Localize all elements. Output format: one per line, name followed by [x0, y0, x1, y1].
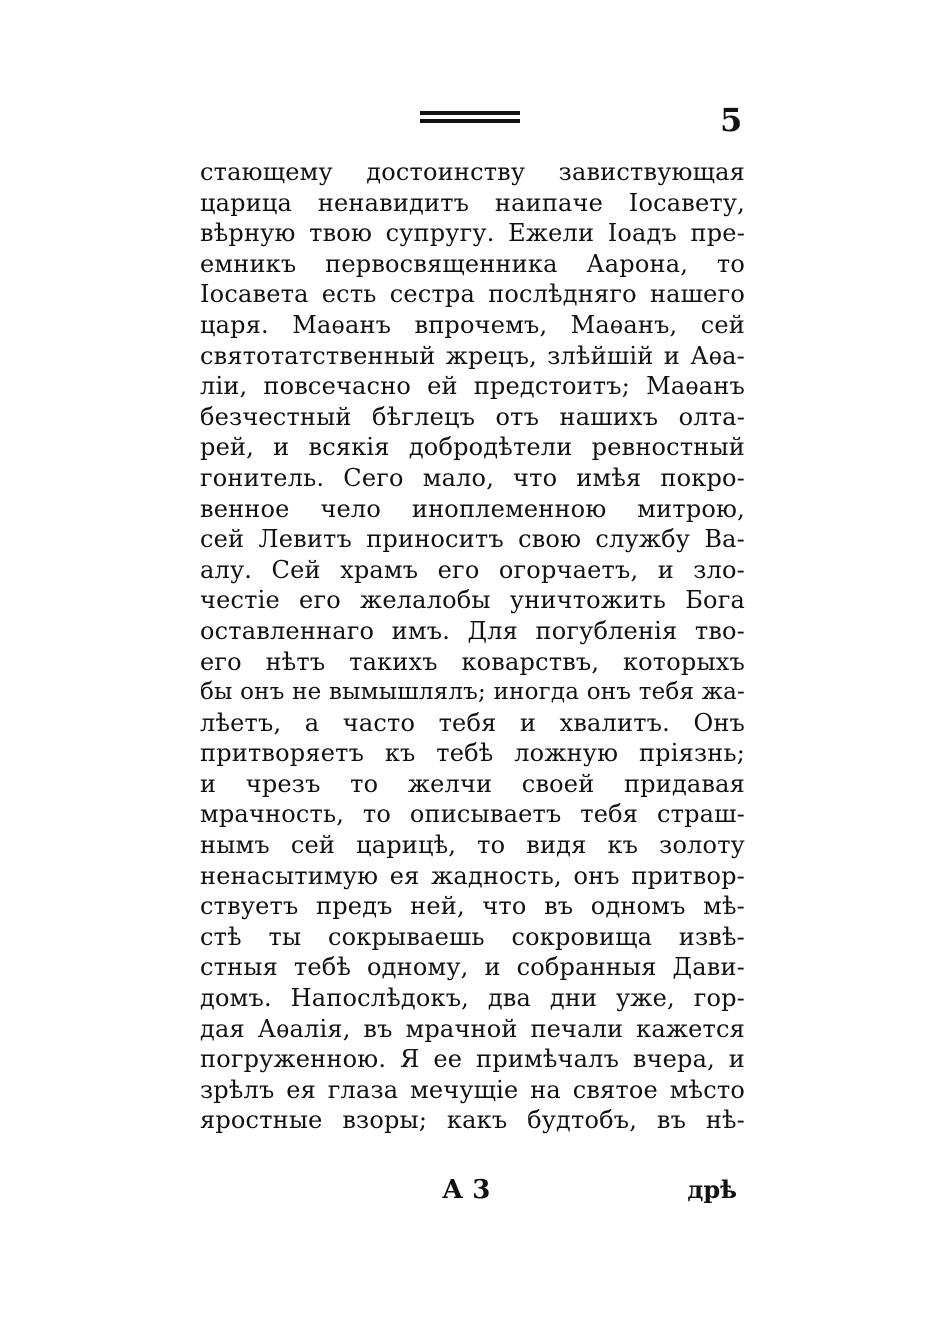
text-line-23: нымъ сей царицѣ, то видя къ золоту: [200, 831, 745, 860]
text-line-16: оставленнаго имъ. Для погубленія тво-: [200, 616, 745, 645]
text-line-26: стѣ ты сокрываешь сокровища извѣ-: [200, 922, 745, 951]
text-line-15: честіе его желалобы уничтожить Бога: [200, 586, 745, 615]
text-line-32: яростные взоры; какъ будтобъ, въ нѣ-: [200, 1106, 745, 1135]
text-line-2: царица ненавидитъ наипаче Іосавету,: [200, 188, 745, 217]
header-rule-bottom-bar: [420, 119, 520, 123]
text-line-17: его нѣтъ такихъ коварствъ, которыхъ: [200, 647, 745, 676]
header-double-rule: [420, 111, 520, 125]
text-line-20: притворяетъ къ тебѣ ложную пріязнь;: [200, 739, 745, 768]
text-line-22: мрачность, то описываетъ тебя страш-: [200, 800, 745, 829]
text-line-8: ліи, повсечасно ей предстоитъ; Маѳанъ: [200, 372, 745, 401]
text-line-25: ствуетъ предъ ней, что въ одномъ мѣ-: [200, 892, 745, 921]
text-line-1: стающему достоинству завиствующая: [200, 158, 745, 186]
body-text: [200, 157, 745, 1136]
text-line-21: и чрезъ то желчи своей придавая: [200, 769, 745, 798]
text-line-4: емникъ первосвященника Аарона, то: [200, 249, 745, 278]
page-number: 5: [720, 101, 743, 139]
text-line-12: венное чело иноплеменною митрою,: [200, 494, 745, 523]
header-rule-top-bar: [420, 111, 520, 115]
text-line-7: святотатственный жрецъ, злѣйшій и Аѳа-: [200, 341, 745, 370]
text-line-30: погруженною. Я ее примѣчалъ вчера, и: [200, 1045, 745, 1074]
text-line-27: стныя тебѣ одному, и собранныя Дави-: [200, 953, 745, 982]
text-line-11: гонитель. Сего мало, что имѣя покро-: [200, 463, 745, 492]
text-line-13: сей Левитъ приноситъ свою службу Ва-: [200, 525, 745, 554]
text-line-19: лѣетъ, а часто тебя и хвалитъ. Онъ: [200, 708, 745, 737]
text-line-29: дая Аѳалія, въ мрачной печали кажется: [200, 1014, 745, 1043]
text-line-14: алу. Сей храмъ его огорчаетъ, и зло-: [200, 555, 745, 584]
catchword: дрѣ: [687, 1175, 737, 1204]
printer-signature-mark: А 3: [442, 1175, 491, 1205]
text-line-18: бы онъ не вымышлялъ; иногда онъ тебя жа-: [200, 679, 745, 706]
text-line-10: рей, и всякія добродѣтели ревностный: [200, 433, 745, 462]
text-line-24: ненасытимую ея жадность, онъ притвор-: [200, 861, 745, 890]
text-line-5: Іосавета есть сестра послѣдняго нашего: [200, 280, 745, 309]
text-line-3: вѣрную твою супругу. Ежели Іоадъ пре-: [200, 219, 745, 248]
page-footer: [200, 1172, 745, 1212]
text-line-6: царя. Маѳанъ впрочемъ, Маѳанъ, сей: [200, 310, 745, 339]
text-line-9: безчестный бѣглецъ отъ нашихъ олта-: [200, 402, 745, 431]
text-line-31: зрѣлъ ея глаза мечущіе на святое мѣсто: [200, 1075, 745, 1104]
text-line-28: домъ. Напослѣдокъ, два дни уже, гор-: [200, 984, 745, 1013]
